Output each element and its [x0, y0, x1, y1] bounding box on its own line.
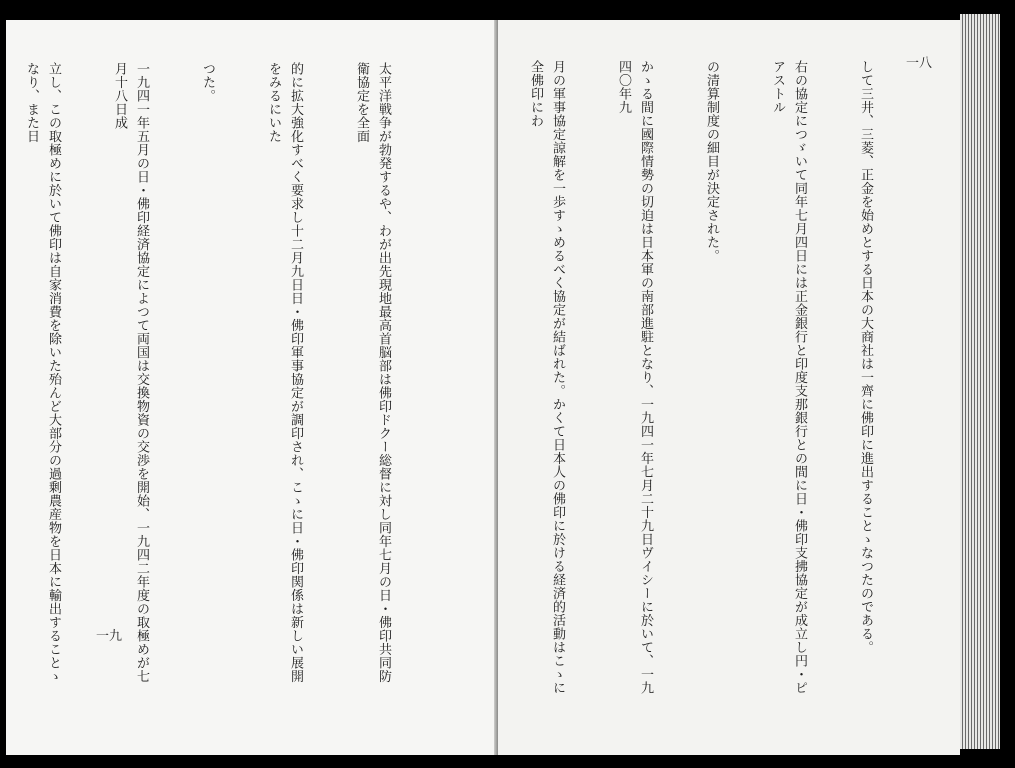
text-line: 月の軍事協定諒解を一歩すゝめるべく協定が結ばれた。かくて日本人の佛印に於ける経済的活動はこゝに全佛印にわ [528, 60, 565, 695]
right-page [498, 20, 960, 755]
text-line: かゝる間に國際情勢の切迫は日本軍の南部進駐となり、一九四一年七月二十九日ヴイシーに於いて、一九四〇年九 [616, 60, 653, 695]
text-line: 太平洋戦争が勃発するや、わが出先現地最高首脳部は佛印ドクー総督に対し同年七月の日・佛印共同防衛協定を全面 [354, 62, 391, 683]
text-line: 一九四一年五月の日・佛印経済協定によつて両国は交換物資の交渉を開始、一九四二年度の取極めが七月十八日成 [112, 62, 149, 683]
left-page-text [6, 62, 438, 692]
text-line: 右の協定につゞいて同年七月四日には正金銀行と印度支那銀行との間に日・佛印支拂協定が成立し円・ピアストル [770, 60, 807, 695]
page-edges [960, 14, 1000, 749]
page-number: 一八 [906, 56, 933, 71]
text-line: の清算制度の細目が決定された。 [704, 60, 719, 263]
left-page [6, 20, 496, 755]
text-line: 立し、この取極めに於いて佛印は自家消費を除いた殆んど大部分の過剰農産物を日本に輸出することゝなり、また日 [24, 62, 61, 683]
text-line: して三井、三菱、正金を始めとする日本の大商社は一齊に佛印に進出することゝなつたのである。 [858, 60, 873, 654]
text-line: つた。 [200, 62, 215, 103]
right-page-text [498, 60, 920, 700]
text-line: 的に拡大強化すべく要求し十二月九日日・佛印軍事協定が調印され、こゝに日・佛印関係は新しい展開をみるにいた [266, 62, 303, 683]
page-number: 一九 [96, 629, 123, 644]
